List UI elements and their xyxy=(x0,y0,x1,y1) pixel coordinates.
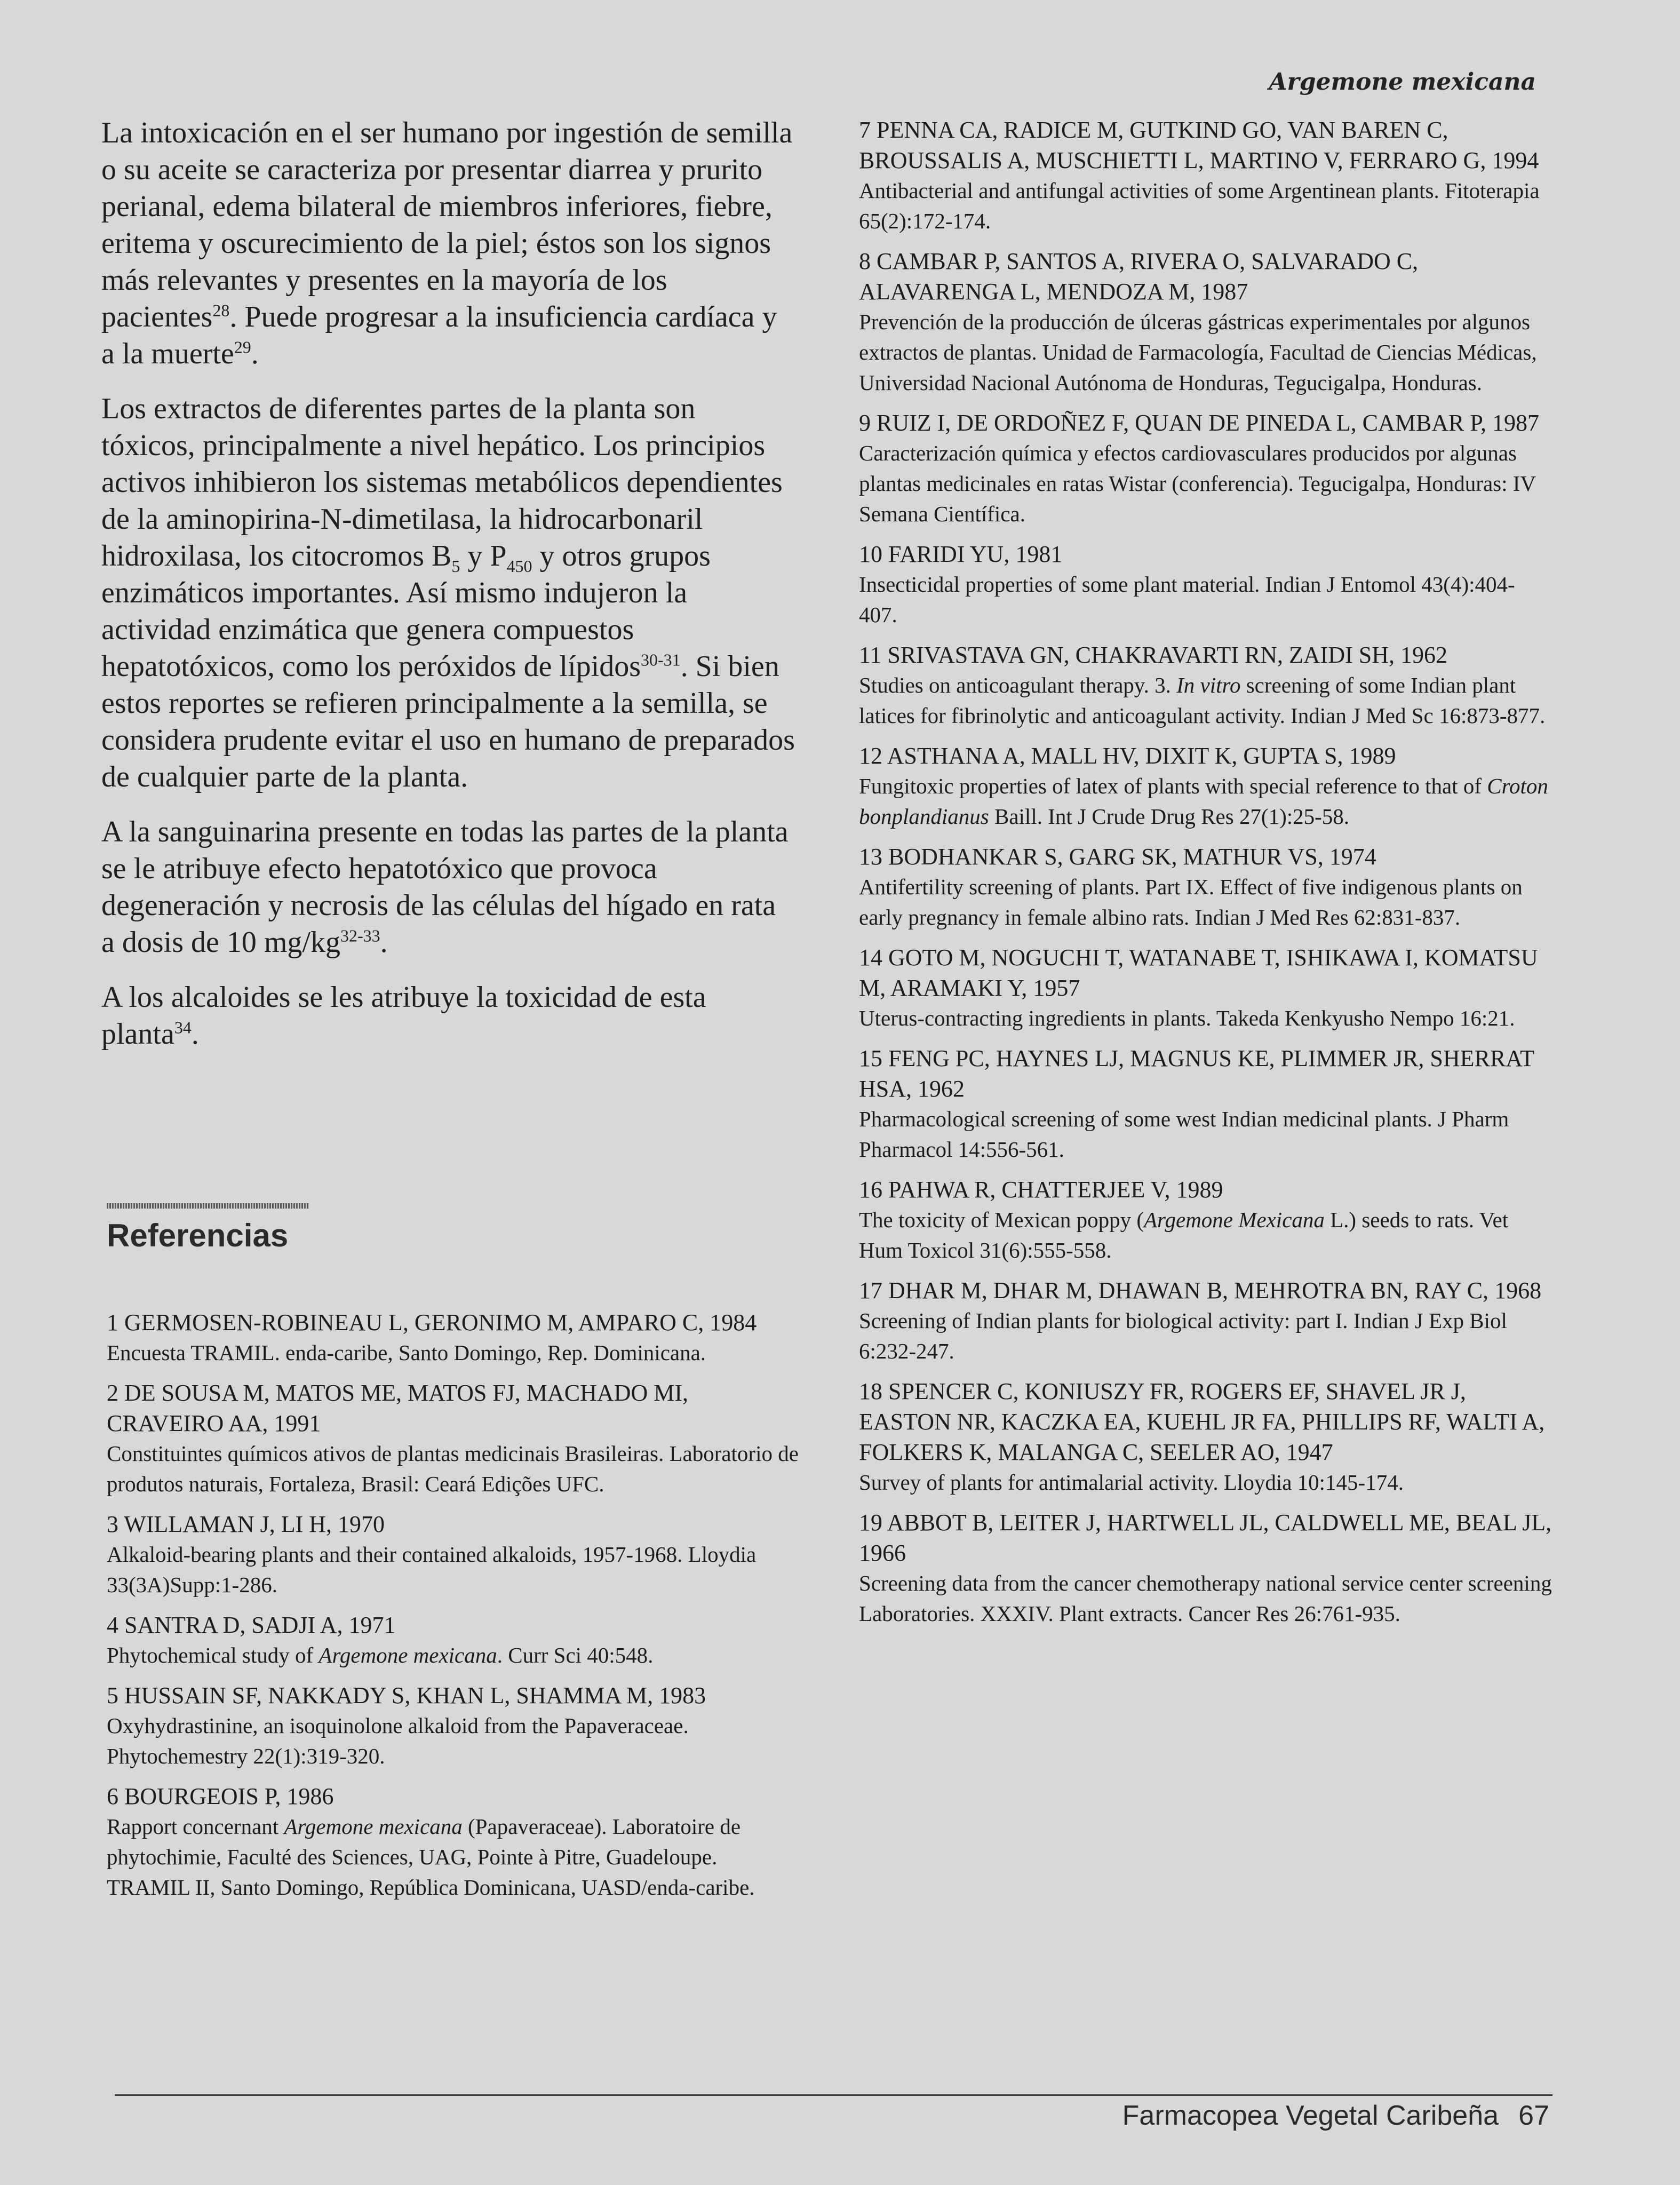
running-head: Argemone mexicana xyxy=(1269,68,1536,96)
reference-item: 15 FENG PC, HAYNES LJ, MAGNUS KE, PLIMMER JR, SHERRAT HSA, 1962 Pharmacological screening of some west Indian medicinal plants. J Pharm Pharmacol 14:556-561. xyxy=(859,1045,1534,1162)
reference-item: 8 CAMBAR P, SANTOS A, RIVERA O, SALVARADO C, ALAVARENGA L, MENDOZA M, 1987 Prevención de la producción de úlceras gástricas experimentales por algunos extractos de plantas. Unidad de Farmacología, Facultad de Ciencias Médicas, Universidad Nacional Autónoma de Honduras, Tegucigalpa, Honduras. xyxy=(859,248,1537,395)
reference-item: 19 ABBOT B, LEITER J, HARTWELL JL, CALDWELL ME, BEAL JL, 1966 Screening data from the cancer chemotherapy national service center screening Laboratories. XXXIV. Plant extracts. Cancer Res 26:761-935. xyxy=(859,1509,1552,1626)
references-list-right xyxy=(859,115,1552,1639)
section-rule xyxy=(107,1203,309,1209)
references-heading: Referencias xyxy=(107,1218,289,1253)
reference-item: 2 DE SOUSA M, MATOS ME, MATOS FJ, MACHADO MI, CRAVEIRO AA, 1991 Constituintes químicos ativos de plantas medicinais Brasileiras. Laboratorio de produtos naturais, Fortaleza, Brasil: Ceará Edições UFC. xyxy=(107,1380,799,1496)
reference-item: 18 SPENCER C, KONIUSZY FR, ROGERS EF, SHAVEL JR J, EASTON NR, KACZKA EA, KUEHL JR FA, PHILLIPS RF, WALTI A, FOLKERS K, MALANGA C, SEELER AO, 1947 Survey of plants for antimalarial activity. Lloydia 10:145-174. xyxy=(859,1378,1545,1495)
paragraph-extracts: Los extractos de diferentes partes de la planta son tóxicos, principalmente a nivel hepático. Los principios activos inhibieron los sistemas metabólicos dependientes de la aminopirina-N-dimetilasa, la hidrocarbonaril hidroxilasa, los citocromos $B_5$ y $P_{450}$ y otros grupos enzimáticos importantes. Así mismo indujeron la actividad enzimática que genera compuestos hepatotóxicos, como los peróxidos de lípidos$^{30-31}$. Si bien estos reportes se refieren principalmente a la semilla, se considera prudente evitar el uso en humano de preparados de cualquier parte de la planta. xyxy=(101,392,795,793)
reference-item: 11 SRIVASTAVA GN, CHAKRAVARTI RN, ZAIDI SH, 1962 Studies on anticoagulant therapy. 3. In vitro screening of some Indian plant latices for fibrinolytic and anticoagulant activity. Indian J Med Sc 16:873-877. xyxy=(859,642,1546,728)
footer-title: Farmacopea Vegetal Caribeña xyxy=(1122,2100,1499,2131)
reference-item: 12 ASTHANA A, MALL HV, DIXIT K, GUPTA S, 1989 Fungitoxic properties of latex of plants with special reference to that of Croton bonplandianus Baill. Int J Crude Drug Res 27(1):25-58. xyxy=(859,743,1548,829)
paragraph-alkaloids: A los alcaloides se les atribuye la toxicidad de esta planta$^{34}$. xyxy=(101,981,706,1051)
reference-item: 17 DHAR M, DHAR M, DHAWAN B, MEHROTRA BN, RAY C, 1968 Screening of Indian plants for biological activity: part I. Indian J Exp Biol 6:232-247. xyxy=(859,1277,1542,1363)
reference-item: 14 GOTO M, NOGUCHI T, WATANABE T, ISHIKAWA I, KOMATSU M, ARAMAKI Y, 1957 Uterus-contracting ingredients in plants. Takeda Kenkyusho Nempo 16:21. xyxy=(859,944,1538,1030)
page-number: 67 xyxy=(1518,2100,1549,2131)
body-text-column xyxy=(101,115,795,1071)
footer-rule xyxy=(115,2094,1552,2096)
references-list-left xyxy=(107,1307,800,1912)
reference-item: 7 PENNA CA, RADICE M, GUTKIND GO, VAN BAREN C, BROUSSALIS A, MUSCHIETTI L, MARTINO V, FERRARO G, 1994 Antibacterial and antifungal activities of some Argentinean plants. Fitoterapia 65(2):172-174. xyxy=(859,117,1540,233)
reference-item: 13 BODHANKAR S, GARG SK, MATHUR VS, 1974 Antifertility screening of plants. Part IX. Effect of five indigenous plants on early pregnancy in female albino rats. Indian J Med Res 62:831-837. xyxy=(859,844,1523,929)
references-header xyxy=(107,1203,800,1254)
paragraph-sanguinarine: A la sanguinarina presente en todas las partes de la planta se le atribuye efecto hepatotóxico que provoca degeneración y necrosis de las células del hígado en rata a dosis de 10 $mg/kg^{32-33}$. xyxy=(101,815,789,959)
reference-item: 3 WILLAMAN J, LI H, 1970 Alkaloid-bearing plants and their contained alkaloids, 1957-1968. Lloydia 33(3A)Supp:1-286. xyxy=(107,1511,757,1597)
reference-item: 10 FARIDI YU, 1981 Insecticidal properties of some plant material. Indian J Entomol 43(4):404-407. xyxy=(859,541,1515,627)
paragraph-intoxication: La intoxicación en el ser humano por ingestión de semilla o su aceite se caracteriza por presentar diarrea y prurito perianal, edema bilateral de miembros inferiores, fiebre, eritema y oscurecimiento de la piel; éstos son los signos más relevantes y presentes en la mayoría de los pacientes$^{28}$. Puede progresar a la insuficiencia cardíaca y a la muerte$^{29}$. xyxy=(101,116,793,370)
reference-item: 16 PAHWA R, CHATTERJEE V, 1989 The toxicity of Mexican poppy (Argemone Mexicana L.) seeds to rats. Vet Hum Toxicol 31(6):555-558. xyxy=(859,1177,1509,1262)
reference-item: 1 GERMOSEN-ROBINEAU L, GERONIMO M, AMPARO C, 1984 Encuesta TRAMIL. enda-caribe, Santo Domingo, Rep. Dominicana. xyxy=(107,1309,757,1365)
reference-item: 9 RUIZ I, DE ORDOÑEZ F, QUAN DE PINEDA L, CAMBAR P, 1987 Caracterización química y efectos cardiovasculares producidos por algunas plantas medicinales en ratas Wistar (conferencia). Tegucigalpa, Honduras: IV Semana Científica. xyxy=(859,410,1539,526)
reference-item: 4 SANTRA D, SADJI A, 1971 Phytochemical study of Argemone mexicana. Curr Sci 40:548. xyxy=(107,1612,654,1667)
reference-item: 5 HUSSAIN SF, NAKKADY S, KHAN L, SHAMMA M, 1983 Oxyhydrastinine, an isoquinolone alkaloid from the Papaveraceae. Phytochemestry 22(1):319-320. xyxy=(107,1682,706,1768)
reference-item: 6 BOURGEOIS P, 1986 Rapport concernant Argemone mexicana (Papaveraceae). Laboratoire de phytochimie, Faculté des Sciences, UAG, Pointe à Pitre, Guadeloupe. TRAMIL II, Santo Domingo, República Dominicana, UASD/enda-caribe. xyxy=(107,1783,755,1900)
